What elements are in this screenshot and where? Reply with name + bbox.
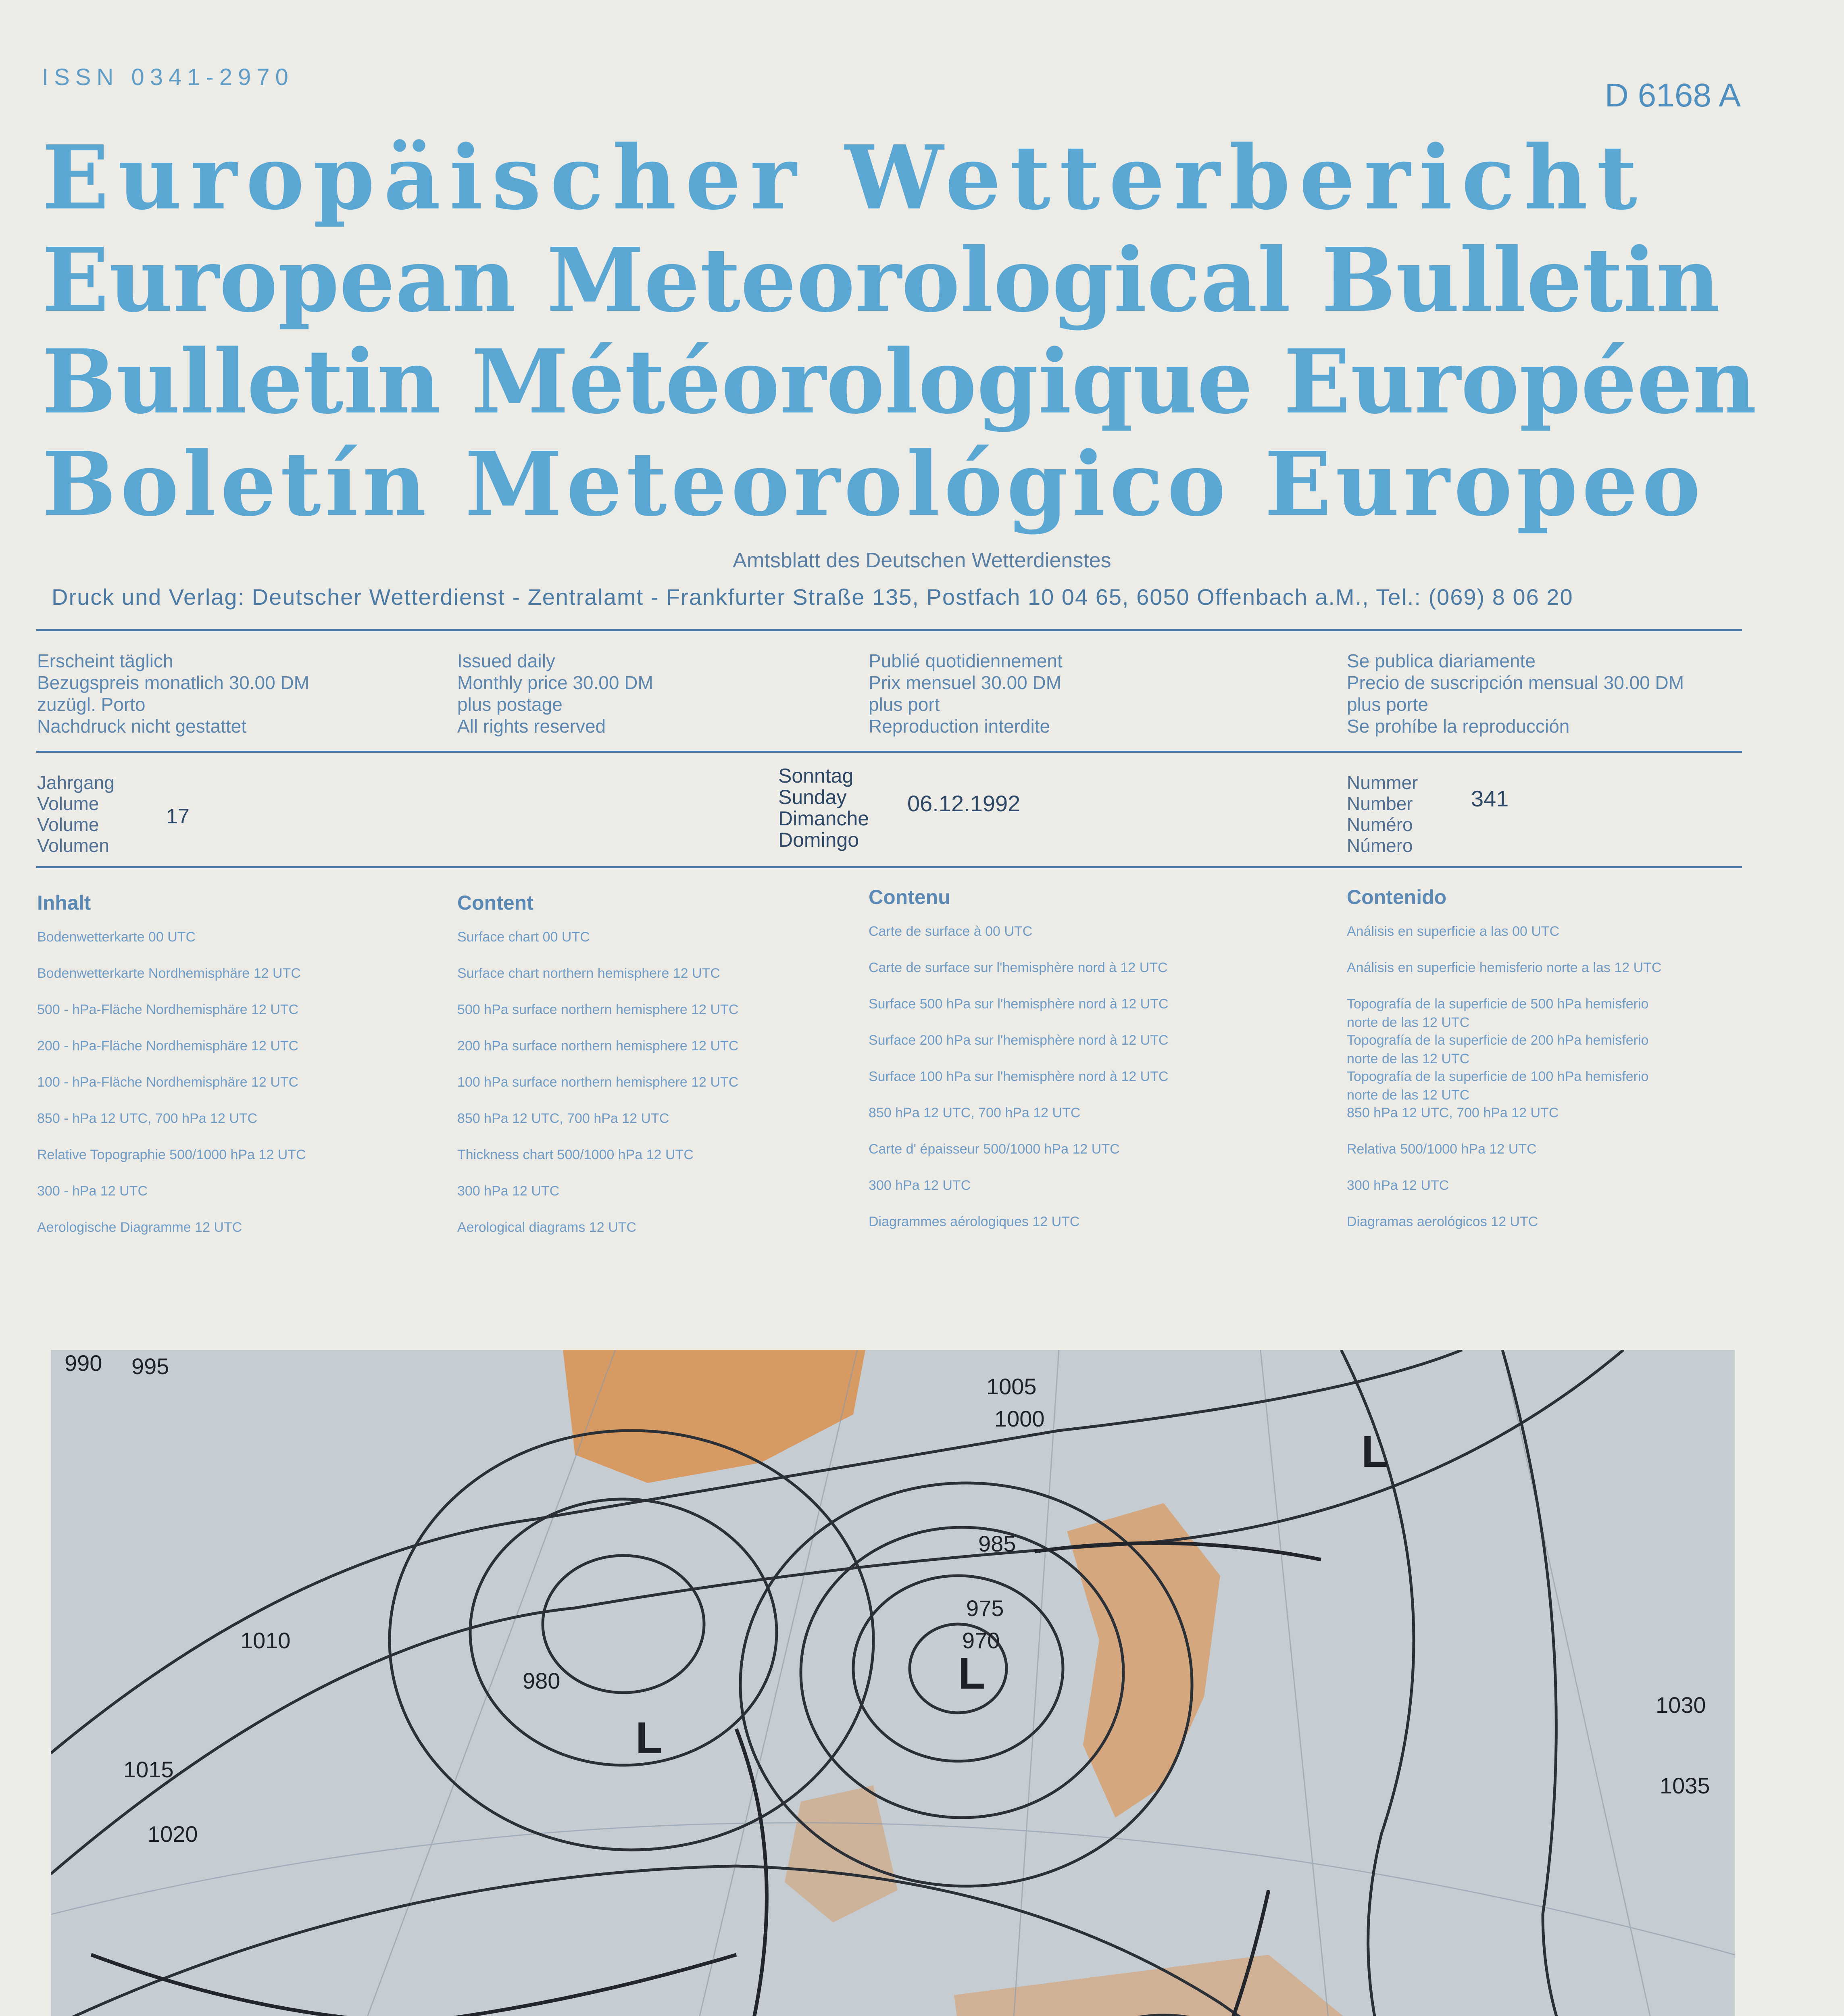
meta-line: Nachdruck nicht gestattet [37,716,247,737]
low-pressure-marker: L [1361,1427,1389,1477]
meta-line: plus porte [1347,694,1429,715]
toc-item: Surface chart northern hemisphere 12 UTC [457,966,720,981]
meta-german [37,650,309,737]
toc-item: 850 hPa 12 UTC, 700 hPa 12 UTC [457,1111,669,1126]
toc-item: 100 - hPa-Fläche Nordhemisphäre 12 UTC [37,1075,299,1090]
toc-item: Topografía de la superficie de 200 hPa hemisferio [1347,1033,1649,1048]
toc-list [37,929,306,1256]
weekday-labels [778,765,869,851]
toc-item: Análisis en superficie a las 00 UTC [1347,924,1560,939]
toc-item: Diagrammes aérologiques 12 UTC [869,1214,1080,1229]
volume-value: 17 [166,805,190,828]
isobar-label: 1010 [240,1628,291,1653]
toc-item: 300 hPa 12 UTC [869,1178,971,1193]
toc-german [37,891,306,1256]
isobar-label: 995 [131,1354,169,1379]
amtsblatt-line: Amtsblatt des Deutschen Wetterdienstes [733,549,1111,572]
toc-heading: Contenido [1347,886,1447,908]
toc-item: Surface 100 hPa sur l'hemisphère nord à 12 UTC [869,1069,1169,1084]
volume-label: Volume [37,814,99,835]
meta-line: All rights reserved [457,716,606,737]
number-label: Number [1347,793,1413,814]
isobar-label: 970 [962,1628,1000,1653]
meta-line: Reproduction interdite [869,716,1050,737]
toc-item: 300 - hPa 12 UTC [37,1183,148,1199]
postal-code-number: D 6168 A [1604,77,1741,114]
toc-item: Surface 500 hPa sur l'hemisphère nord à 12 UTC [869,996,1169,1012]
toc-item: Bodenwetterkarte Nordhemisphäre 12 UTC [37,966,301,981]
toc-item: Aerological diagrams 12 UTC [457,1220,637,1235]
divider [36,629,1742,631]
toc-heading: Contenu [869,886,950,908]
isobar-label: 985 [978,1531,1016,1556]
meta-english [457,650,653,737]
toc-item: Topografía de la superficie de 500 hPa hemisferio [1347,996,1649,1012]
toc-list [1347,923,1661,1250]
number-label: Numéro [1347,814,1413,835]
toc-item: Aerologische Diagramme 12 UTC [37,1220,242,1235]
isobar-label: 1030 [1656,1692,1706,1718]
weekday: Sunday [778,786,847,808]
meta-line: Prix mensuel 30.00 DM [869,672,1062,693]
toc-item: Análisis en superficie hemisferio norte a las 12 UTC [1347,960,1662,975]
toc-spanish [1347,885,1661,1250]
toc-list [869,923,1169,1250]
volume-labels [37,772,115,856]
toc-heading: Content [457,891,533,914]
title-english: European Meteorological Bulletin [42,229,1721,332]
publisher-line: Druck und Verlag: Deutscher Wetterdienst - Zentralamt - Frankfurter Straße 135, Postfach 10 04 65, 6050 Offenbach a.M., Tel.: (069) 8 06 20 [52,584,1573,610]
isobar-label: 1035 [1660,1773,1710,1798]
weekday: Dimanche [778,807,869,830]
surface-map-svg [51,1350,1735,2016]
toc-item: Diagramas aerológicos 12 UTC [1347,1214,1538,1229]
meta-line: zuzügl. Porto [37,694,146,715]
meta-line: Monthly price 30.00 DM [457,672,653,693]
issue-date: 06.12.1992 [907,791,1021,816]
title-german: Europäischer Wetterbericht [42,126,1646,229]
toc-item: 850 hPa 12 UTC, 700 hPa 12 UTC [1347,1105,1559,1120]
isobar-label: 1015 [123,1757,174,1782]
toc-item: 850 - hPa 12 UTC, 700 hPa 12 UTC [37,1111,258,1126]
volume-label: Volumen [37,835,110,856]
divider [36,866,1742,868]
weekday: Sonntag [778,764,854,787]
title-spanish: Boletín Meteorológico Europeo [42,433,1705,536]
toc-item: 300 hPa 12 UTC [457,1183,560,1199]
meta-spanish [1347,650,1684,737]
number-label: Nummer [1347,772,1418,793]
meta-line: plus port [869,694,940,715]
meta-line: Bezugspreis monatlich 30.00 DM [37,672,309,693]
number-labels [1347,772,1418,856]
toc-item: norte de las 12 UTC [1347,1051,1470,1066]
isobar-label: 1020 [148,1821,198,1847]
toc-item: 200 hPa surface northern hemisphere 12 UTC [457,1038,739,1054]
isobar-label: 1005 [986,1374,1037,1399]
surface-weather-map [51,1350,1735,2016]
divider [36,751,1742,753]
toc-item: Thickness chart 500/1000 hPa 12 UTC [457,1147,694,1162]
toc-item: norte de las 12 UTC [1347,1087,1470,1103]
toc-item: 500 hPa surface northern hemisphere 12 UTC [457,1002,739,1017]
meta-line: Issued daily [457,650,555,671]
low-pressure-marker: L [636,1713,663,1763]
number-label: Número [1347,835,1413,856]
volume-label: Jahrgang [37,772,115,793]
toc-item: 500 - hPa-Fläche Nordhemisphäre 12 UTC [37,1002,299,1017]
isobar-label: 975 [966,1595,1004,1621]
meta-line: Publié quotidiennement [869,650,1063,671]
meta-line: plus postage [457,694,563,715]
toc-item: Topografía de la superficie de 100 hPa hemisferio [1347,1069,1649,1084]
meta-line: Se prohíbe la reproducción [1347,716,1570,737]
toc-french [869,885,1169,1250]
toc-item: 850 hPa 12 UTC, 700 hPa 12 UTC [869,1105,1081,1120]
toc-item: 100 hPa surface northern hemisphere 12 UTC [457,1075,739,1090]
isobar-label: 980 [523,1668,560,1693]
meta-line: Se publica diariamente [1347,650,1536,671]
toc-item: Surface 200 hPa sur l'hemisphère nord à 12 UTC [869,1033,1169,1048]
volume-label: Volume [37,793,99,814]
toc-list [457,929,738,1256]
isobar-label: 990 [65,1350,102,1376]
meta-line: Precio de suscripción mensual 30.00 DM [1347,672,1684,693]
toc-item: norte de las 12 UTC [1347,1015,1470,1030]
toc-item: 300 hPa 12 UTC [1347,1178,1449,1193]
weekday: Domingo [778,829,859,851]
meta-line: Erscheint täglich [37,650,173,671]
toc-heading: Inhalt [37,891,91,914]
toc-item: 200 - hPa-Fläche Nordhemisphäre 12 UTC [37,1038,299,1054]
toc-item: Bodenwetterkarte 00 UTC [37,929,196,945]
toc-item: Carte de surface à 00 UTC [869,924,1033,939]
toc-item: Surface chart 00 UTC [457,929,590,945]
issue-number: 341 [1471,786,1509,811]
toc-item: Relative Topographie 500/1000 hPa 12 UTC [37,1147,306,1162]
issn-number: ISSN 0341-2970 [42,64,294,90]
low-pressure-marker: L [958,1649,986,1698]
toc-item: Relativa 500/1000 hPa 12 UTC [1347,1141,1537,1157]
toc-item: Carte d' épaisseur 500/1000 hPa 12 UTC [869,1141,1120,1157]
meta-french [869,650,1063,737]
title-french: Bulletin Météorologique Européen [42,330,1757,433]
toc-item: Carte de surface sur l'hemisphère nord à 12 UTC [869,960,1168,975]
isobar-label: 1000 [994,1406,1045,1431]
toc-english [457,891,738,1256]
